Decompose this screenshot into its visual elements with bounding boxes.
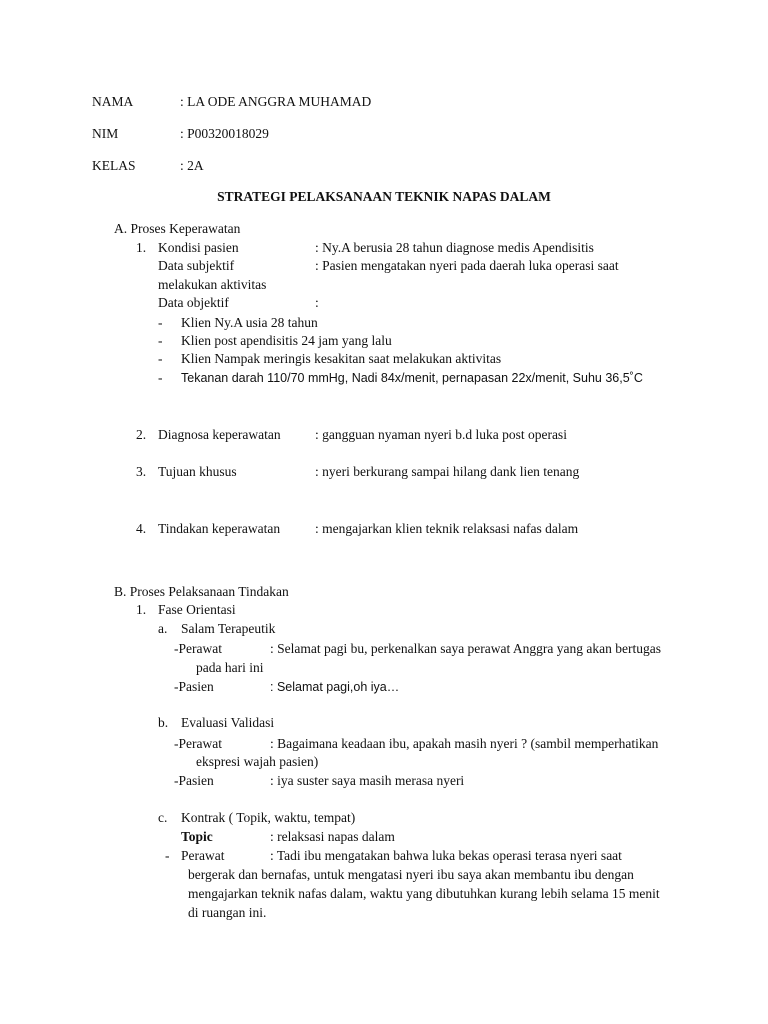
speaker-label: Perawat [181, 848, 225, 863]
item1-number: 1. [136, 240, 147, 255]
subjektif-value: : Pasien mengatakan nyeri pada daerah luka operasi saat [315, 258, 619, 273]
sub-b-letter: b. [158, 715, 169, 730]
item2-value: : gangguan nyaman nyeri b.d luka post operasi [315, 427, 567, 442]
subjektif-continuation: melakukan aktivitas [158, 277, 267, 292]
dialogue-text: : Selamat pagi bu, perkenalkan saya perawat Anggra yang akan bertugas [270, 641, 661, 656]
bullet-dash: - [158, 315, 163, 330]
bullet-item: Tekanan darah 110/70 mmHg, Nadi 84x/menit, pernapasan 22x/menit, Suhu 36,5˚C [181, 371, 643, 385]
nim-label: NIM [92, 126, 119, 141]
dialogue-text: : Tadi ibu mengatakan bahwa luka bekas operasi terasa nyeri saat [270, 848, 622, 863]
nim-value: : P00320018029 [180, 126, 269, 141]
kelas-value: : 2A [180, 158, 204, 173]
bullet-item: Klien Nampak meringis kesakitan saat melakukan aktivitas [181, 351, 502, 366]
sub-a-letter: a. [158, 621, 168, 636]
fase-label: Fase Orientasi [158, 602, 236, 617]
dialogue-continuation: ekspresi wajah pasien) [196, 754, 319, 769]
item1-label: Kondisi pasien [158, 240, 239, 255]
dialogue-continuation: pada hari ini [196, 660, 264, 675]
bullet-item: Klien post apendisitis 24 jam yang lalu [181, 333, 392, 348]
sub-c-letter: c. [158, 810, 168, 825]
bullet-dash: - [158, 351, 163, 366]
document-title: STRATEGI PELAKSANAAN TEKNIK NAPAS DALAM [217, 189, 551, 204]
nama-label: NAMA [92, 94, 134, 109]
bullet-dash: - [165, 848, 170, 863]
bullet-item: Klien Ny.A usia 28 tahun [181, 315, 318, 330]
dialogue-text: : Selamat pagi,oh iya… [270, 680, 400, 694]
subjektif-label: Data subjektif [158, 258, 235, 273]
item2-number: 2. [136, 427, 147, 442]
item3-number: 3. [136, 464, 147, 479]
sub-a-label: Salam Terapeutik [181, 621, 276, 636]
bullet-dash: - [158, 333, 163, 348]
section-b-heading: B. Proses Pelaksanaan Tindakan [114, 584, 289, 599]
topic-value: : relaksasi napas dalam [270, 829, 395, 844]
nama-value: : LA ODE ANGGRA MUHAMAD [180, 94, 372, 109]
dialogue-continuation: di ruangan ini. [188, 905, 267, 920]
item4-number: 4. [136, 521, 147, 536]
fase-number: 1. [136, 602, 147, 617]
item1-value: : Ny.A berusia 28 tahun diagnose medis Apendisitis [315, 240, 594, 255]
speaker-label: -Perawat [174, 641, 222, 656]
bullet-dash: - [158, 370, 163, 385]
speaker-label: -Pasien [174, 679, 214, 694]
dialogue-text: : iya suster saya masih merasa nyeri [270, 773, 465, 788]
dialogue-continuation: mengajarkan teknik nafas dalam, waktu yang dibutuhkan kurang lebih selama 15 menit [188, 886, 660, 901]
objektif-label: Data objektif [158, 295, 229, 310]
item4-value: : mengajarkan klien teknik relaksasi nafas dalam [315, 521, 579, 536]
item2-label: Diagnosa keperawatan [158, 427, 281, 442]
sub-b-label: Evaluasi Validasi [181, 715, 275, 730]
section-a-heading: A. Proses Keperawatan [114, 221, 241, 236]
kelas-label: KELAS [92, 158, 136, 173]
speaker-label: -Perawat [174, 736, 222, 751]
item4-label: Tindakan keperawatan [158, 521, 281, 536]
dialogue-continuation: bergerak dan bernafas, untuk mengatasi nyeri ibu saya akan membantu ibu dengan [188, 867, 634, 882]
topic-label: Topic [181, 829, 213, 844]
dialogue-text: : Bagaimana keadaan ibu, apakah masih nyeri ? (sambil memperhatikan [270, 736, 659, 751]
item3-value: : nyeri berkurang sampai hilang dank lien tenang [315, 464, 580, 479]
speaker-label: -Pasien [174, 773, 214, 788]
objektif-value: : [315, 295, 319, 310]
item3-label: Tujuan khusus [158, 464, 237, 479]
sub-c-label: Kontrak ( Topik, waktu, tempat) [181, 810, 356, 825]
